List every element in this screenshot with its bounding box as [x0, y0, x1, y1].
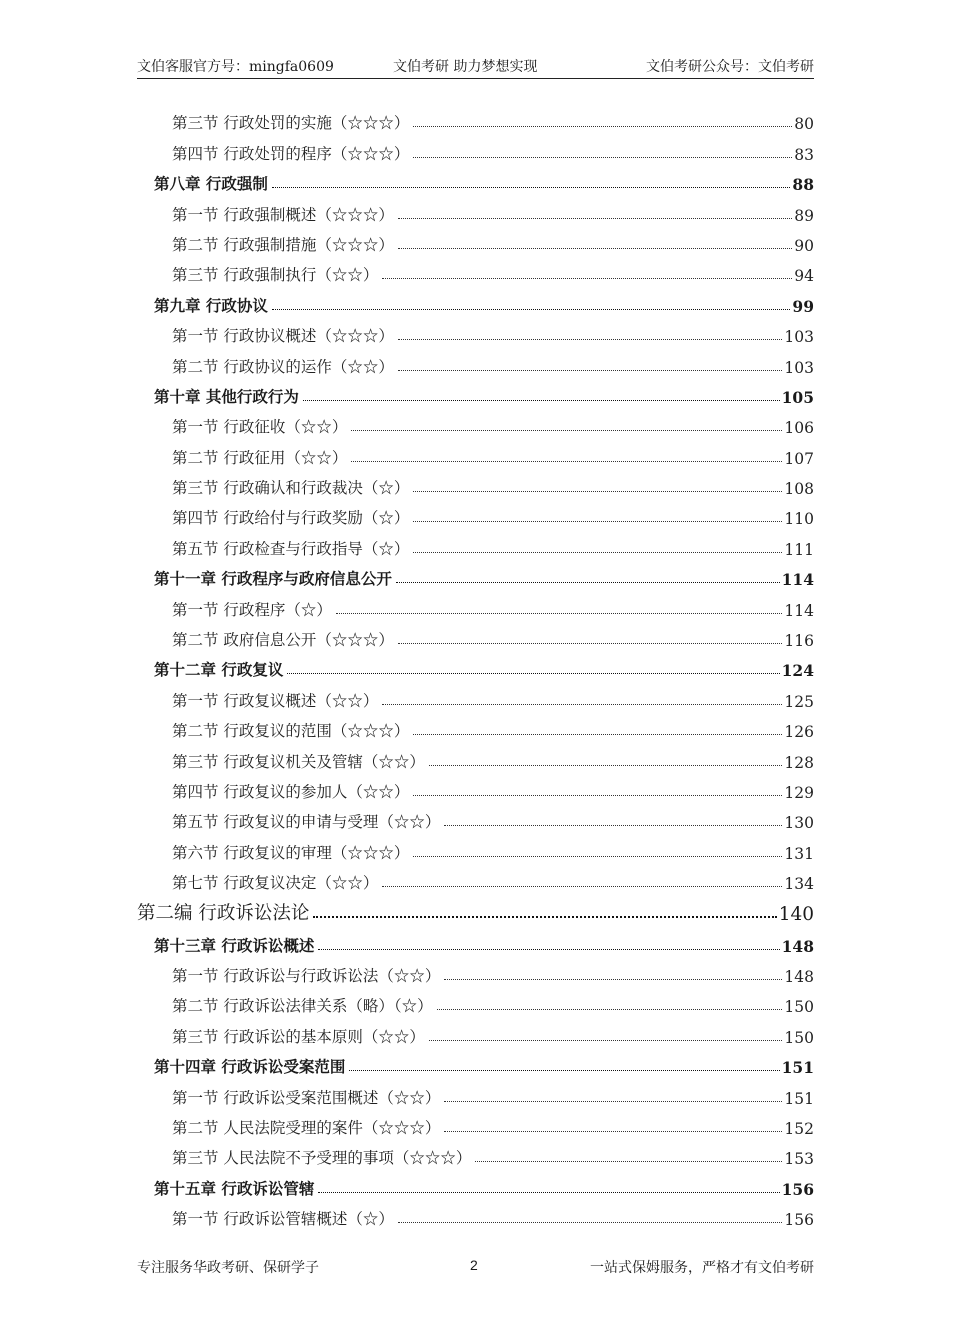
dot-leader — [272, 187, 791, 188]
toc-entry-section[interactable] — [137, 1108, 814, 1138]
toc-entry-title: 第四节 行政复议的参加人（☆☆） — [172, 782, 410, 801]
toc-entry-title: 第一节 行政诉讼受案范围概述（☆☆） — [172, 1088, 441, 1107]
toc-entry-title: 第十五章 行政诉讼管辖 — [154, 1178, 315, 1198]
dot-leader — [398, 370, 782, 371]
toc-entry-part[interactable] — [137, 893, 814, 925]
toc-entry-section[interactable] — [137, 133, 814, 163]
toc-entry-title: 第二节 行政诉讼法律关系（略）（☆） — [172, 997, 433, 1016]
toc-entry-title: 第十二章 行政复议 — [154, 660, 284, 680]
toc-entry-page: 140 — [778, 904, 814, 926]
toc-entry-page: 148 — [781, 936, 814, 956]
toc-entry-section[interactable] — [137, 1016, 814, 1046]
toc-entry-title: 第二节 政府信息公开（☆☆☆） — [172, 631, 394, 650]
dot-leader — [413, 521, 782, 522]
dot-leader — [272, 309, 791, 310]
toc-entry-title: 第七节 行政复议决定（☆☆） — [172, 874, 379, 893]
toc-entry-title: 第三节 行政确认和行政裁决（☆） — [172, 479, 410, 498]
footer-left-text: 专注服务华政考研、保研学子 — [137, 1260, 319, 1276]
toc-entry-chapter[interactable] — [137, 1168, 814, 1198]
toc-entry-page: 103 — [784, 358, 814, 377]
toc-entry-title: 第二节 人民法院受理的案件（☆☆☆） — [172, 1118, 441, 1137]
toc-entry-page: 148 — [784, 967, 814, 986]
toc-entry-title: 第一节 行政复议概述（☆☆） — [172, 691, 379, 710]
toc-entry-section[interactable] — [137, 316, 814, 346]
dot-leader — [349, 1070, 779, 1071]
dot-leader — [429, 765, 782, 766]
toc-entry-section[interactable] — [137, 711, 814, 741]
toc-entry-section[interactable] — [137, 407, 814, 437]
toc-entry-chapter[interactable] — [137, 559, 814, 589]
toc-entry-chapter[interactable] — [137, 164, 814, 194]
toc-entry-title: 第一节 行政协议概述（☆☆☆） — [172, 327, 394, 346]
toc-entry-title: 第四节 行政给付与行政奖励（☆） — [172, 509, 410, 528]
dot-leader — [382, 886, 782, 887]
toc-entry-title: 第九章 行政协议 — [154, 295, 268, 315]
dot-leader — [475, 1161, 782, 1162]
toc-entry-section[interactable] — [137, 346, 814, 376]
dot-leader — [413, 552, 782, 553]
dot-leader — [398, 1222, 782, 1223]
toc-entry-page: 134 — [784, 875, 814, 894]
toc-entry-page: 128 — [784, 753, 814, 772]
toc-entry-title: 第四节 行政处罚的程序（☆☆☆） — [172, 144, 410, 163]
toc-entry-title: 第三节 行政处罚的实施（☆☆☆） — [172, 114, 410, 133]
toc-entry-page: 125 — [784, 692, 814, 711]
dot-leader — [382, 278, 792, 279]
dot-leader — [351, 430, 782, 431]
toc-entry-section[interactable] — [137, 225, 814, 255]
toc-entry-page: 129 — [784, 783, 814, 802]
page-header — [137, 52, 814, 79]
dot-leader — [413, 126, 792, 127]
toc-entry-page: 156 — [781, 1179, 814, 1199]
toc-entry-page: 99 — [792, 296, 814, 316]
toc-entry-title: 第二节 行政强制措施（☆☆☆） — [172, 235, 394, 254]
toc-entry-page: 152 — [784, 1119, 814, 1138]
toc-entry-page: 131 — [784, 844, 814, 863]
toc-entry-section[interactable] — [137, 956, 814, 986]
toc-entry-page: 106 — [784, 419, 814, 438]
toc-entry-title: 第一节 行政强制概述（☆☆☆） — [172, 205, 394, 224]
toc-entry-title: 第五节 行政复议的申请与受理（☆☆） — [172, 813, 441, 832]
toc-entry-title: 第十章 其他行政行为 — [154, 386, 299, 406]
toc-entry-section[interactable] — [137, 194, 814, 224]
toc-entry-section[interactable] — [137, 1199, 814, 1229]
dot-leader — [413, 157, 792, 158]
dot-leader — [398, 248, 792, 249]
toc-entry-page: 150 — [784, 998, 814, 1017]
toc-entry-title: 第一节 行政诉讼管辖概述（☆） — [172, 1210, 394, 1229]
toc-entry-chapter[interactable] — [137, 377, 814, 407]
toc-entry-title: 第十一章 行政程序与政府信息公开 — [154, 569, 392, 589]
toc-entry-section[interactable] — [137, 802, 814, 832]
page-number: 2 — [470, 1257, 478, 1273]
toc-entry-section[interactable] — [137, 1077, 814, 1107]
toc-entry-page: 83 — [794, 145, 814, 164]
toc-entry-section[interactable] — [137, 103, 814, 133]
toc-entry-chapter[interactable] — [137, 1047, 814, 1077]
toc-entry-section[interactable] — [137, 986, 814, 1016]
dot-leader — [398, 218, 792, 219]
toc-entry-title: 第三节 行政复议机关及管辖（☆☆） — [172, 752, 425, 771]
dot-leader — [413, 795, 782, 796]
dot-leader — [382, 704, 782, 705]
toc-entry-page: 156 — [784, 1211, 814, 1230]
header-slogan: 文伯考研 助力梦想实现 — [393, 59, 538, 75]
dot-leader — [437, 1009, 783, 1010]
toc-entry-page: 116 — [784, 632, 814, 651]
dot-leader — [398, 643, 782, 644]
dot-leader — [318, 949, 779, 950]
dot-leader — [351, 461, 782, 462]
toc-entry-section[interactable] — [137, 832, 814, 862]
dot-leader — [336, 613, 782, 614]
toc-entry-page: 151 — [781, 1058, 814, 1078]
toc-entry-title: 第十四章 行政诉讼受案范围 — [154, 1057, 346, 1077]
toc-entry-section[interactable] — [137, 437, 814, 467]
toc-entry-section[interactable] — [137, 528, 814, 558]
toc-entry-title: 第八章 行政强制 — [154, 174, 268, 194]
dot-leader — [413, 734, 782, 735]
footer-right-text: 一站式保姆服务，严格才有文伯考研 — [590, 1260, 814, 1276]
toc-entry-title: 第五节 行政检查与行政指导（☆） — [172, 539, 410, 558]
toc-entry-page: 124 — [781, 661, 814, 681]
toc-entry-title: 第二编 行政诉讼法论 — [137, 903, 310, 925]
dot-leader — [444, 825, 782, 826]
toc-entry-section[interactable] — [137, 1138, 814, 1168]
toc-entry-chapter[interactable] — [137, 925, 814, 955]
toc-entry-title: 第三节 行政诉讼的基本原则（☆☆） — [172, 1027, 425, 1046]
toc-entry-section[interactable] — [137, 680, 814, 710]
toc-entry-section[interactable] — [137, 498, 814, 528]
dot-leader — [398, 339, 782, 340]
toc-entry-section[interactable] — [137, 620, 814, 650]
dot-leader — [444, 979, 782, 980]
toc-entry-page: 114 — [781, 570, 814, 590]
toc-entry-page: 88 — [792, 175, 814, 195]
toc-entry-page: 105 — [781, 387, 814, 407]
dot-leader — [444, 1101, 782, 1102]
toc-entry-section[interactable] — [137, 468, 814, 498]
table-of-contents — [137, 103, 814, 1229]
toc-entry-page: 103 — [784, 328, 814, 347]
dot-leader — [313, 916, 776, 918]
toc-entry-chapter[interactable] — [137, 650, 814, 680]
toc-entry-title: 第一节 行政程序（☆） — [172, 600, 332, 619]
dot-leader — [318, 1192, 779, 1193]
toc-entry-page: 94 — [794, 267, 814, 286]
toc-entry-section[interactable] — [137, 863, 814, 893]
dot-leader — [444, 1131, 782, 1132]
toc-entry-page: 126 — [784, 723, 814, 742]
page-footer — [137, 1257, 814, 1277]
toc-entry-title: 第十三章 行政诉讼概述 — [154, 935, 315, 955]
dot-leader — [287, 673, 779, 674]
toc-entry-section[interactable] — [137, 255, 814, 285]
toc-entry-page: 130 — [784, 814, 814, 833]
header-service-account: 文伯客服官方号：mingfa0609 — [137, 59, 334, 75]
toc-entry-title: 第二节 行政复议的范围（☆☆☆） — [172, 722, 410, 741]
toc-entry-section[interactable] — [137, 772, 814, 802]
toc-entry-title: 第二节 行政协议的运作（☆☆） — [172, 357, 394, 376]
dot-leader — [413, 856, 782, 857]
toc-entry-title: 第一节 行政征收（☆☆） — [172, 418, 348, 437]
toc-entry-title: 第一节 行政诉讼与行政诉讼法（☆☆） — [172, 966, 441, 985]
toc-entry-section[interactable] — [137, 741, 814, 771]
toc-entry-page: 90 — [794, 236, 814, 255]
toc-entry-page: 110 — [784, 510, 814, 529]
toc-entry-page: 80 — [794, 115, 814, 134]
toc-entry-title: 第六节 行政复议的审理（☆☆☆） — [172, 843, 410, 862]
toc-entry-page: 89 — [794, 206, 814, 225]
toc-entry-title: 第三节 行政强制执行（☆☆） — [172, 266, 379, 285]
toc-entry-title: 第三节 人民法院不予受理的事项（☆☆☆） — [172, 1149, 472, 1168]
toc-entry-title: 第二节 行政征用（☆☆） — [172, 448, 348, 467]
toc-entry-chapter[interactable] — [137, 285, 814, 315]
toc-entry-page: 151 — [784, 1089, 814, 1108]
header-public-account: 文伯考研公众号：文伯考研 — [646, 59, 814, 75]
dot-leader — [396, 582, 780, 583]
dot-leader — [303, 400, 780, 401]
toc-entry-page: 108 — [784, 480, 814, 499]
toc-entry-page: 153 — [784, 1150, 814, 1169]
dot-leader — [429, 1040, 782, 1041]
toc-entry-page: 107 — [784, 449, 814, 468]
toc-entry-page: 111 — [784, 540, 814, 559]
toc-entry-page: 150 — [784, 1028, 814, 1047]
toc-entry-section[interactable] — [137, 589, 814, 619]
dot-leader — [413, 491, 782, 492]
toc-entry-page: 114 — [784, 601, 814, 620]
